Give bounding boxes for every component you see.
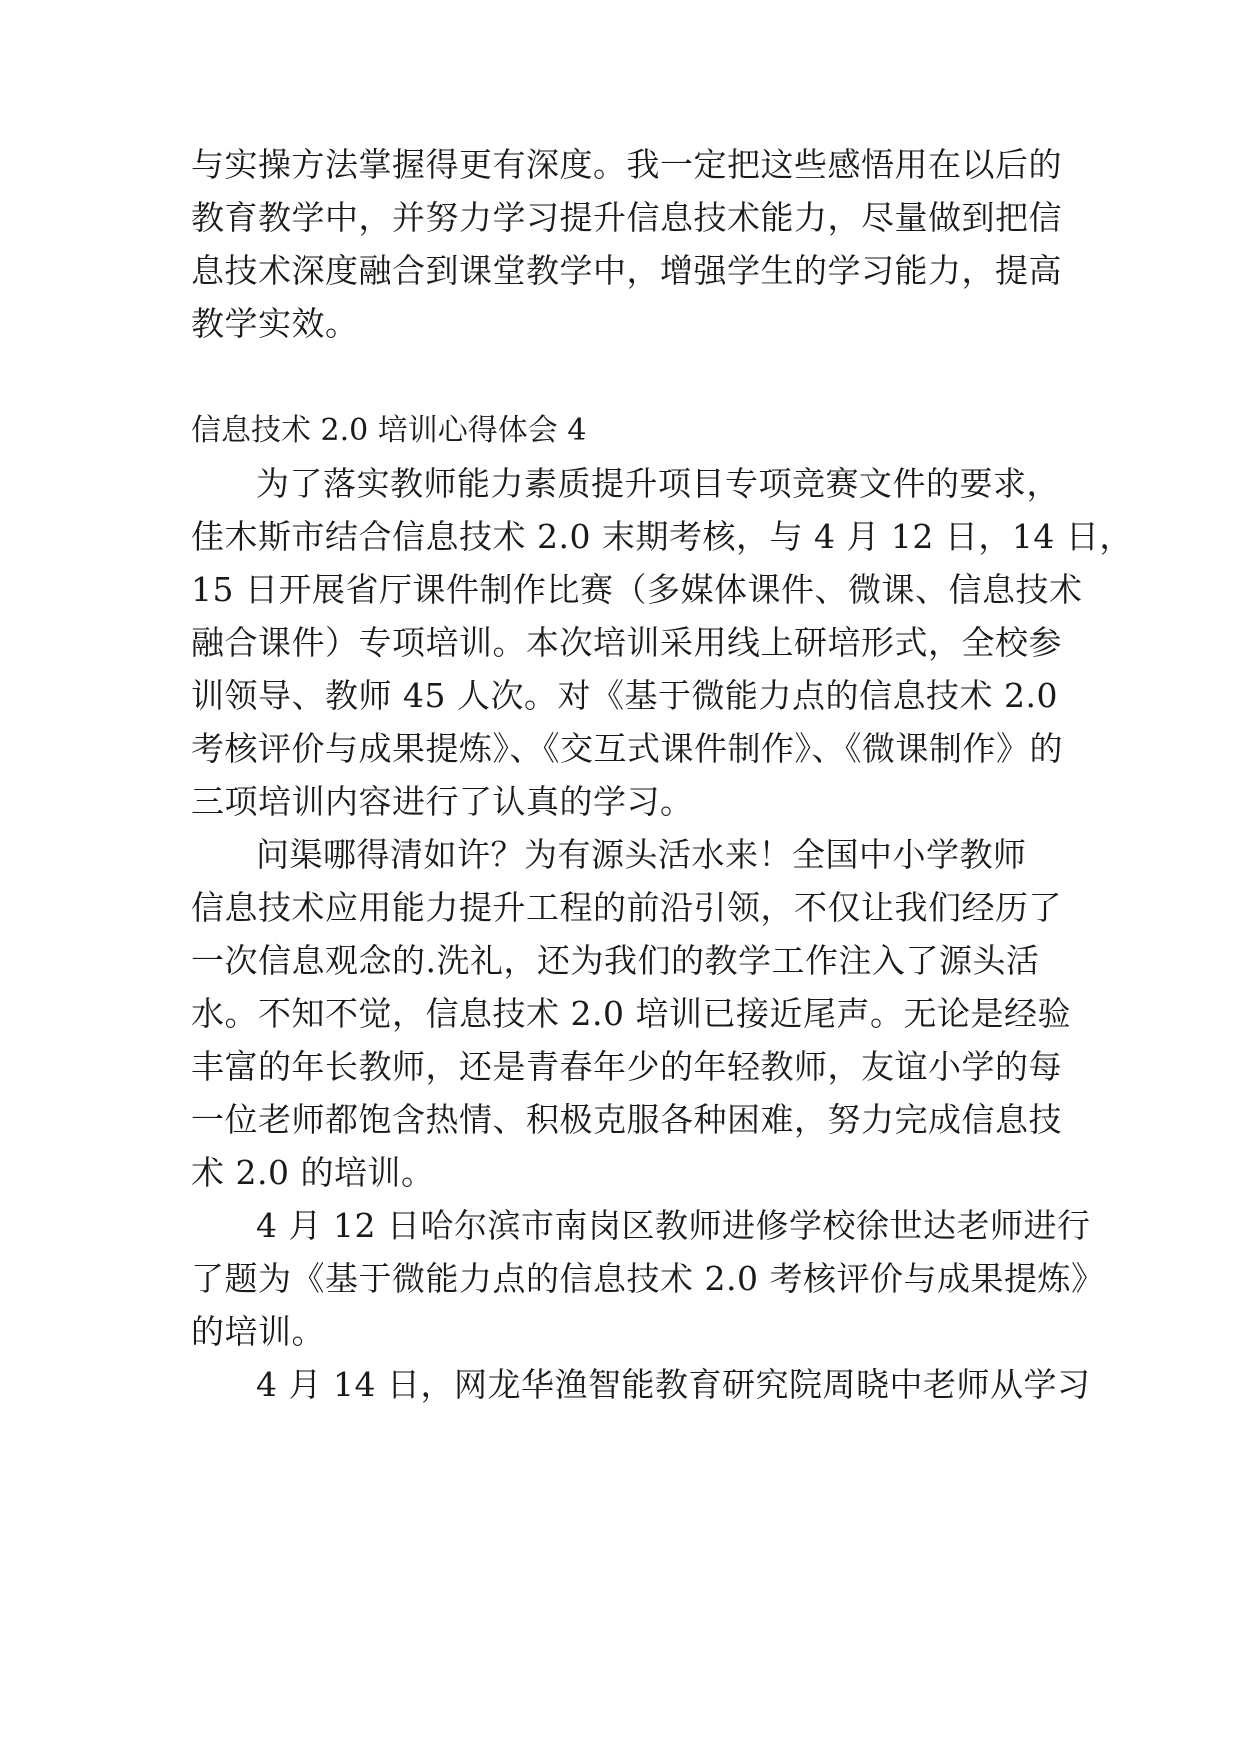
paragraph2-line-6: 一位老师都饱含热情、积极克服各种困难，努力完成信息技 [191,1100,1062,1139]
paragraph2-line-3: 一次信息观念的.洗礼，还为我们的教学工作注入了源头活 [191,941,1040,980]
paragraph3-line-3: 的培训。 [191,1312,325,1351]
paragraph2-line-7: 术 2.0 的培训。 [191,1153,435,1192]
paragraph2-line-4: 水。不知不觉，信息技术 2.0 培训已接近尾声。无论是经验 [191,994,1071,1033]
paragraph4-line-1: 4 月 14 日，网龙华渔智能教育研究院周晓中老师从学习 [256,1365,1091,1404]
intro-line-4: 教学实效。 [191,304,359,343]
paragraph1-line-4: 融合课件）专项培训。本次培训采用线上研培形式，全校参 [191,623,1062,662]
intro-line-1: 与实操方法掌握得更有深度。我一定把这些感悟用在以后的 [191,145,1062,184]
paragraph2-line-5: 丰富的年长教师，还是青春年少的年轻教师，友谊小学的每 [191,1047,1062,1086]
paragraph1-line-5: 训领导、教师 45 人次。对《基于微能力点的信息技术 2.0 [191,676,1058,715]
paragraph1-line-3: 15 日开展省厅课件制作比赛（多媒体课件、微课、信息技术 [191,570,1083,609]
intro-line-3: 息技术深度融合到课堂教学中，增强学生的学习能力，提高 [191,251,1062,290]
paragraph1-line-2: 佳木斯市结合信息技术 2.0 末期考核，与 4 月 12 日，14 日， [191,517,1133,556]
paragraph1-line-6: 考核评价与成果提炼》、《交互式课件制作》、《微课制作》的 [191,729,1063,768]
intro-line-2: 教育教学中，并努力学习提升信息技术能力，尽量做到把信 [191,198,1062,237]
paragraph3-line-1: 4 月 12 日哈尔滨市南岗区教师进修学校徐世达老师进行 [256,1206,1091,1245]
paragraph2-line-1: 问渠哪得清如许？为有源头活水来！全国中小学教师 [256,835,1027,874]
paragraph1-line-1: 为了落实教师能力素质提升项目专项竞赛文件的要求， [256,464,1060,503]
paragraph2-line-2: 信息技术应用能力提升工程的前沿引领，不仅让我们经历了 [191,888,1062,927]
paragraph1-line-7: 三项培训内容进行了认真的学习。 [191,782,694,821]
section-title: 信息技术 2.0 培训心得体会 4 [191,413,587,448]
paragraph3-line-2: 了题为《基于微能力点的信息技术 2.0 考核评价与成果提炼》 [191,1259,1105,1298]
